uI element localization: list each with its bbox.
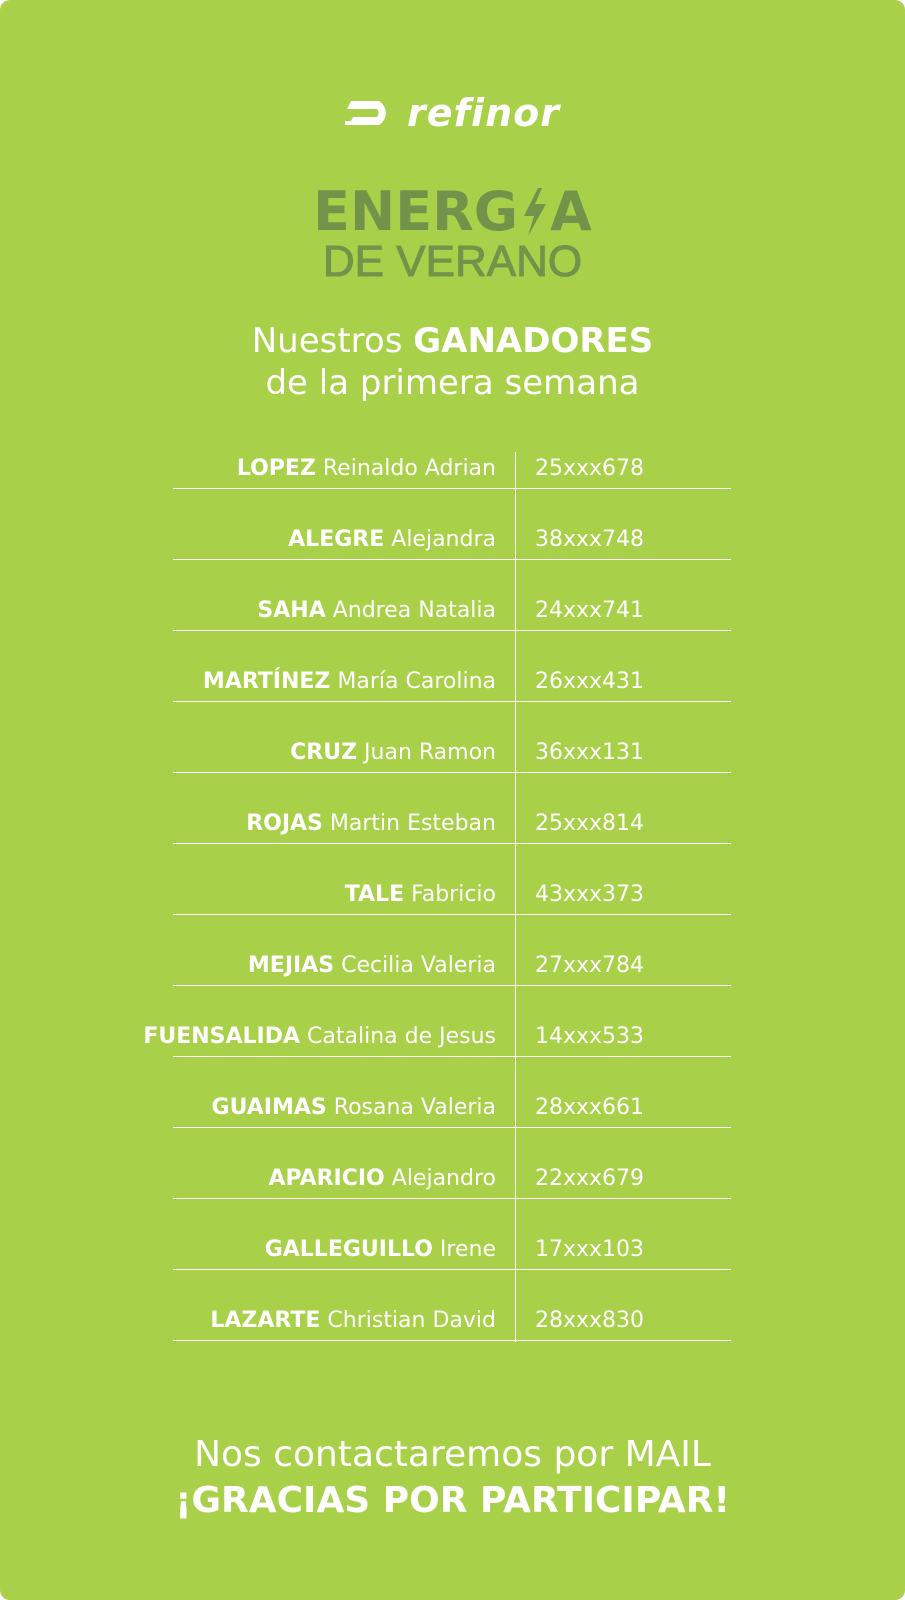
winner-name: [246, 811, 496, 836]
brand-name: refinor: [407, 91, 560, 135]
winner-name: [268, 1166, 496, 1191]
winner-surname: MEJIAS: [247, 953, 335, 978]
row-divider: [173, 772, 731, 773]
campaign-title: [0, 180, 905, 286]
winner-dni: 25xxx678: [535, 456, 645, 481]
winner-dni: 36xxx131: [535, 740, 645, 765]
winner-surname: ROJAS: [246, 811, 323, 836]
winner-surname: MARTÍNEZ: [202, 669, 331, 694]
row-divider: [173, 701, 731, 702]
winner-row: [0, 878, 905, 949]
winner-row: [0, 523, 905, 594]
winner-given-name: Juan Ramon: [364, 740, 496, 765]
winners-table: [0, 452, 905, 1342]
campaign-title-line1-part2: A: [550, 180, 592, 243]
winner-surname: ALEGRE: [288, 527, 385, 552]
winner-name: [237, 456, 496, 481]
winner-dni: 24xxx741: [535, 598, 645, 623]
winner-row: [0, 452, 905, 523]
heading-bold: GANADORES: [413, 321, 654, 361]
winner-surname: TALE: [344, 882, 405, 907]
lightning-bolt-icon: [520, 188, 548, 236]
winner-row: [0, 1233, 905, 1304]
winner-dni: 25xxx814: [535, 811, 645, 836]
row-divider: [173, 1056, 731, 1057]
winner-given-name: Martin Esteban: [329, 811, 496, 836]
winner-row: [0, 949, 905, 1020]
row-divider: [173, 1340, 731, 1341]
winner-dni: 17xxx103: [535, 1237, 645, 1262]
winner-row: [0, 665, 905, 736]
row-divider: [173, 559, 731, 560]
row-divider: [173, 488, 731, 489]
row-divider: [173, 1269, 731, 1270]
winner-given-name: Reinaldo Adrian: [322, 456, 496, 481]
row-divider: [173, 1198, 731, 1199]
winner-surname: FUENSALIDA: [143, 1024, 301, 1049]
winner-dni: 26xxx431: [535, 669, 645, 694]
winner-surname: GUAIMAS: [211, 1095, 327, 1120]
winner-given-name: Alejandro: [391, 1166, 496, 1191]
campaign-title-line1-part1: ENERG: [313, 180, 519, 243]
winner-name: [212, 1095, 496, 1120]
winner-name: [288, 527, 496, 552]
winner-given-name: Catalina de Jesus: [307, 1024, 496, 1049]
row-divider: [173, 630, 731, 631]
winner-dni: 28xxx830: [535, 1308, 645, 1333]
winner-name: [203, 669, 496, 694]
winner-row: [0, 807, 905, 878]
winner-name: [257, 598, 496, 623]
winner-name: [143, 1024, 496, 1049]
winner-name: [345, 882, 496, 907]
winner-dni: 27xxx784: [535, 953, 645, 978]
winner-given-name: Andrea Natalia: [332, 598, 496, 623]
row-divider: [173, 985, 731, 986]
winner-row: [0, 1020, 905, 1091]
footer: [0, 1432, 905, 1524]
winner-surname: CRUZ: [290, 740, 358, 765]
row-divider: [173, 1127, 731, 1128]
winner-dni: 14xxx533: [535, 1024, 645, 1049]
winner-dni: 43xxx373: [535, 882, 645, 907]
campaign-title-line2: DE VERANO: [322, 237, 583, 286]
winner-row: [0, 736, 905, 807]
winner-row: [0, 1091, 905, 1162]
winner-dni: 22xxx679: [535, 1166, 645, 1191]
winner-given-name: Christian David: [327, 1308, 496, 1333]
winner-surname: APARICIO: [268, 1166, 385, 1191]
brand-logo: [0, 88, 905, 138]
winner-name: [248, 953, 496, 978]
winner-name: [265, 1237, 496, 1262]
heading-pre: Nuestros: [251, 321, 403, 361]
row-divider: [173, 914, 731, 915]
winners-heading: [0, 320, 905, 404]
winner-surname: LOPEZ: [236, 456, 316, 481]
row-divider: [173, 843, 731, 844]
winner-surname: GALLEGUILLO: [264, 1237, 433, 1262]
winner-row: [0, 594, 905, 665]
winner-given-name: Fabricio: [411, 882, 496, 907]
footer-thanks-text: ¡GRACIAS POR PARTICIPAR!: [175, 1480, 730, 1521]
winner-surname: LAZARTE: [210, 1308, 321, 1333]
heading-line2: de la primera semana: [265, 363, 640, 403]
winner-given-name: María Carolina: [337, 669, 496, 694]
footer-contact-text: Nos contactaremos por MAIL: [194, 1434, 711, 1475]
winner-dni: 38xxx748: [535, 527, 645, 552]
winner-given-name: Cecilia Valeria: [341, 953, 496, 978]
winner-surname: SAHA: [257, 598, 326, 623]
winner-row: [0, 1162, 905, 1233]
winner-dni: 28xxx661: [535, 1095, 645, 1120]
winner-name: [290, 740, 496, 765]
refinor-logo-icon: [345, 95, 401, 131]
winner-given-name: Alejandra: [391, 527, 496, 552]
winner-given-name: Rosana Valeria: [333, 1095, 496, 1120]
winner-name: [210, 1308, 496, 1333]
winner-row: [0, 1304, 905, 1375]
winner-given-name: Irene: [439, 1237, 496, 1262]
